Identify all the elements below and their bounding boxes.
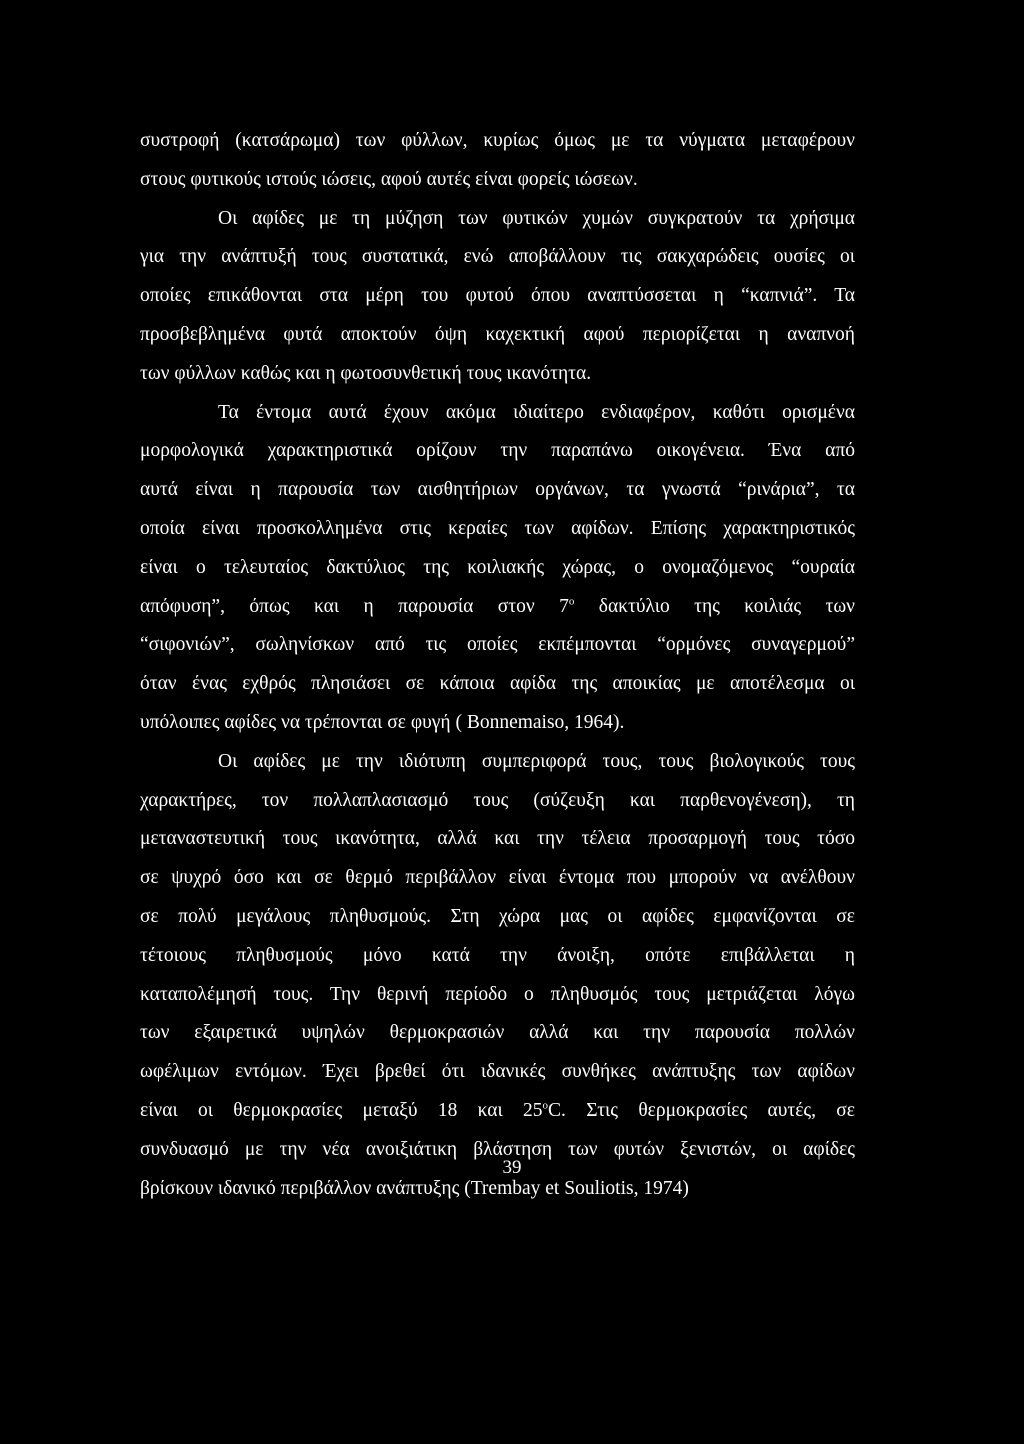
text-line: στους φυτικούς ιστούς ιώσεις, αφού αυτές είναι φορείς ιώσεων. <box>140 168 638 190</box>
text-line: σε πολύ μεγάλους πληθυσμούς. Στη χώρα μας οι αφίδες εμφανίζονται σε <box>140 905 855 927</box>
text-line: συνδυασμό με την νέα ανοιξιάτικη βλάστηση των φυτών ξενιστών, οι αφίδες <box>140 1138 855 1160</box>
text-line-with-superscript <box>140 588 855 627</box>
text-line-with-superscript <box>140 1092 855 1131</box>
text-line: καταπολέμησή τους. Την θερινή περίοδο ο πληθυσμός τους μετριάζεται λόγω <box>140 983 855 1005</box>
text-line: “σιφονιών”, σωληνίσκων από τις οποίες εκπέμπονται “ορμόνες συναγερμού” <box>140 634 855 656</box>
superscript: ο <box>568 594 575 607</box>
text-line: είναι ο τελευταίος δακτύλιος της κοιλιακής χώρας, ο ονομαζόμενος “ουραία <box>140 556 855 578</box>
text-line: χαρακτήρες, τον πολλαπλασιασμό τους (σύζευξη και παρθενογένεση), τη <box>140 789 855 811</box>
text-line: προσβεβλημένα φυτά αποκτούν όψη καχεκτική αφού περιορίζεται η αναπνοή <box>140 323 855 345</box>
text-line: βρίσκουν ιδανικό περιβάλλον ανάπτυξης (Trembay et Souliotis, 1974) <box>140 1177 689 1199</box>
text-line: των εξαιρετικά υψηλών θερμοκρασιών αλλά και την παρουσία πολλών <box>140 1022 855 1044</box>
text-line: υπόλοιπες αφίδες να τρέπονται σε φυγή ( Bonnemaiso, 1964). <box>140 711 625 733</box>
text-line: αυτά είναι η παρουσία των αισθητήριων οργάνων, τα γνωστά “ρινάρια”, τα <box>140 479 855 501</box>
paragraph-start-line: Τα έντομα αυτά έχουν ακόμα ιδιαίτερο ενδιαφέρον, καθότι ορισμένα <box>218 401 855 423</box>
paragraph-start-line: Οι αφίδες με την ιδιότυπη συμπεριφορά τους, τους βιολογικούς τους <box>218 750 855 772</box>
body-text <box>140 122 855 1208</box>
text-segment: C. Στις θερμοκρασίες αυτές, σε <box>548 1099 855 1121</box>
text-line: σε ψυχρό όσο και σε θερμό περιβάλλον είναι έντομα που μπορούν να ανέλθουν <box>140 867 855 889</box>
superscript: ο <box>542 1099 549 1112</box>
text-line: ωφέλιμων εντόμων. Έχει βρεθεί ότι ιδανικές συνθήκες ανάπτυξης των αφίδων <box>140 1061 855 1083</box>
text-line: όταν ένας εχθρός πλησιάσει σε κάποια αφίδα της αποικίας με αποτέλεσμα οι <box>140 673 855 695</box>
paragraph-start-line: Οι αφίδες με τη μύζηση των φυτικών χυμών συγκρατούν τα χρήσιμα <box>218 207 855 229</box>
text-line: οποία είναι προσκολλημένα στις κεραίες των αφίδων. Επίσης χαρακτηριστικός <box>140 517 855 539</box>
text-line: για την ανάπτυξή τους συστατικά, ενώ αποβάλλουν τις σακχαρώδεις ουσίες οι <box>140 246 855 268</box>
text-line: οποίες επικάθονται στα μέρη του φυτού όπου αναπτύσσεται η “καπνιά”. Τα <box>140 285 855 307</box>
text-segment: είναι οι θερμοκρασίες μεταξύ 18 και 25 <box>140 1099 543 1121</box>
text-segment: δακτύλιο της κοιλιάς των <box>574 595 856 617</box>
text-line: τέτοιους πληθυσμούς μόνο κατά την άνοιξη, οπότε επιβάλλεται η <box>140 944 855 966</box>
text-line: μορφολογικά χαρακτηριστικά ορίζουν την παραπάνω οικογένεια. Ένα από <box>140 440 855 462</box>
text-segment: απόφυση”, όπως και η παρουσία στον 7 <box>140 595 569 617</box>
text-line: των φύλλων καθώς και η φωτοσυνθετική τους ικανότητα. <box>140 362 592 384</box>
text-line: συστροφή (κατσάρωμα) των φύλλων, κυρίως όμως με τα νύγματα μεταφέρουν <box>140 130 855 151</box>
text-line: μεταναστευτική τους ικανότητα, αλλά και την τέλεια προσαρμογή τους τόσο <box>140 828 855 850</box>
page-number: 39 <box>502 1157 522 1178</box>
